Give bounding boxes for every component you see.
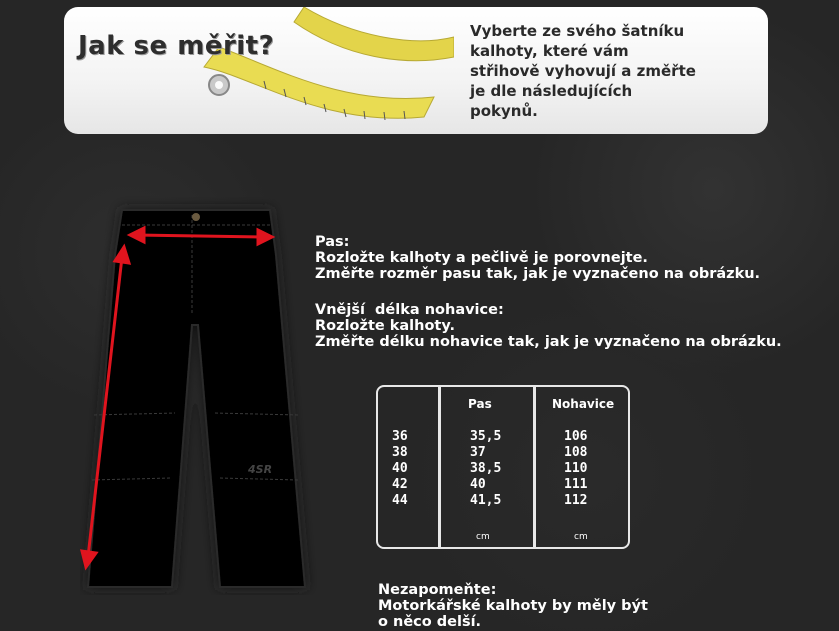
- instruction-line: Změřte rozměr pasu tak, jak je vyznačeno na obrázku.: [315, 266, 761, 282]
- intro-line: kalhoty, které vám: [470, 42, 629, 60]
- waist-cell: 41,5: [470, 493, 502, 508]
- size-table: [376, 385, 630, 549]
- column-divider: [533, 387, 536, 547]
- leg-cell: 108: [564, 445, 588, 460]
- size-cell: 42: [392, 477, 408, 492]
- intro-line: je dle následujících: [470, 82, 633, 100]
- waist-cell: 37: [470, 445, 486, 460]
- note-line: Nezapomeňte:: [378, 582, 497, 598]
- reminder-note: [378, 582, 648, 630]
- column-divider: [438, 387, 441, 547]
- instruction-line: Vnější délka nohavice:: [315, 302, 504, 318]
- leg-column: [564, 429, 587, 509]
- waist-cell: 35,5: [470, 429, 502, 444]
- note-line: Motorkářské kalhoty by měly být: [378, 598, 648, 614]
- trousers-illustration: [80, 195, 320, 595]
- leg-cell: 111: [564, 477, 588, 492]
- leg-cell: 112: [564, 493, 588, 508]
- leg-cell: 110: [564, 461, 588, 476]
- header-leg-length: Nohavice: [552, 397, 615, 411]
- page-title: Jak se měřit?: [78, 31, 275, 61]
- waist-cell: 40: [470, 477, 486, 492]
- measuring-tape-image: [124, 7, 454, 134]
- size-column: [392, 429, 408, 509]
- brand-logo: 4SR: [248, 463, 273, 476]
- waist-cell: 38,5: [470, 461, 502, 476]
- header-banner: [64, 7, 768, 134]
- intro-text: [470, 21, 710, 121]
- waist-instructions: [315, 234, 760, 282]
- size-cell: 40: [392, 461, 408, 476]
- leg-cell: 106: [564, 429, 588, 444]
- waist-column: [470, 429, 501, 509]
- size-cell: 38: [392, 445, 408, 460]
- waist-unit: cm: [476, 532, 490, 542]
- instruction-line: Změřte délku nohavice tak, jak je vyznačeno na obrázku.: [315, 334, 782, 350]
- leg-instructions: [315, 302, 782, 350]
- intro-line: střihově vyhovují a změřte: [470, 62, 696, 80]
- instruction-line: Rozložte kalhoty.: [315, 318, 455, 334]
- instruction-line: Rozložte kalhoty a pečlivě je porovnejte.: [315, 250, 648, 266]
- size-cell: 36: [392, 429, 408, 444]
- leg-unit: cm: [574, 532, 588, 542]
- intro-line: Vyberte ze svého šatníku: [470, 22, 685, 40]
- instruction-line: Pas:: [315, 234, 350, 250]
- note-line: o něco delší.: [378, 614, 482, 630]
- header-waist: Pas: [468, 397, 492, 411]
- size-cell: 44: [392, 493, 408, 508]
- intro-line: pokynů.: [470, 102, 538, 120]
